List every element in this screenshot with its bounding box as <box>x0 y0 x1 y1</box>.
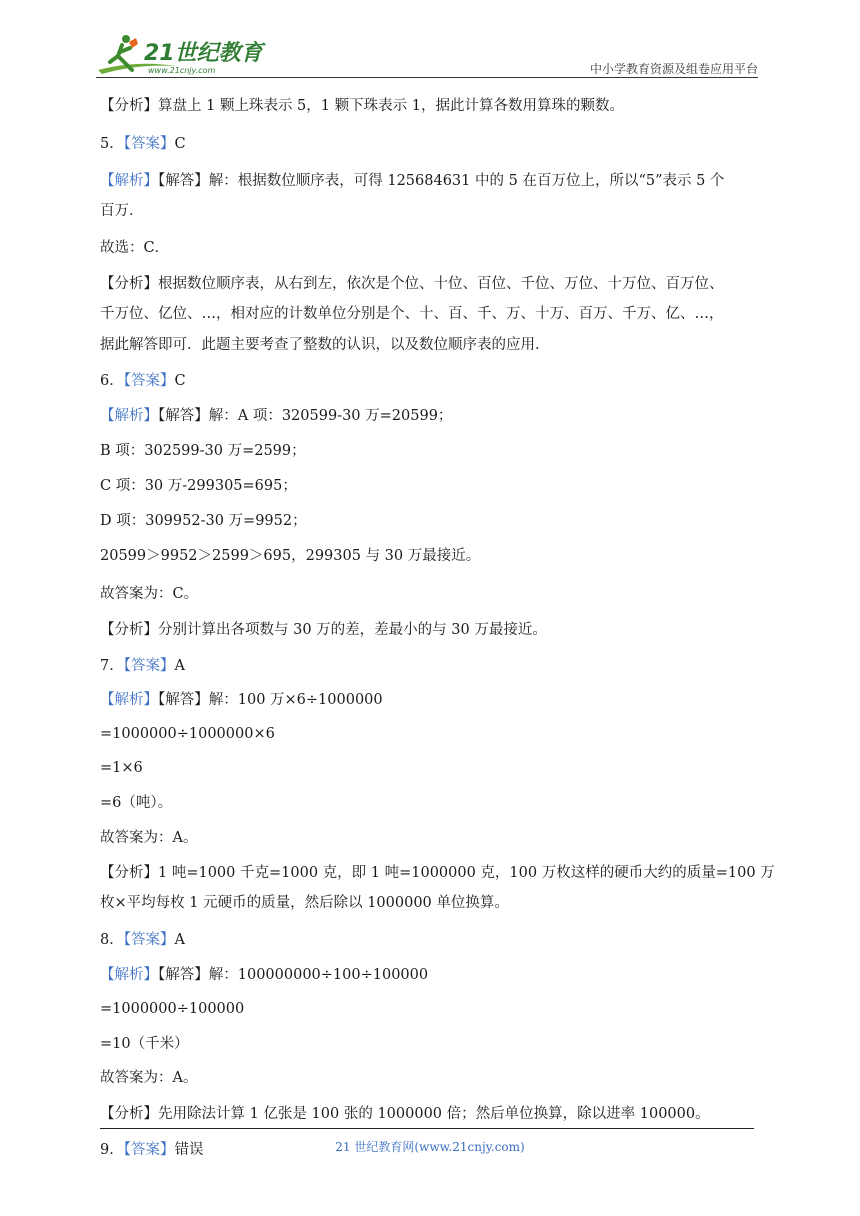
text-line <box>100 893 509 913</box>
header-rule <box>96 77 758 78</box>
text-line <box>100 930 185 950</box>
label-tag: 【答案】 <box>123 373 175 389</box>
logo-21cnjy <box>96 30 266 78</box>
text-line <box>100 511 307 531</box>
text-span: C <box>174 373 186 389</box>
text-span: 8． <box>100 932 124 948</box>
page-header <box>96 30 758 78</box>
text-span: 6． <box>100 373 124 389</box>
text-line <box>100 863 775 883</box>
text-span: 据此解答即可．此题主要考查了整数的认识，以及数位顺序表的应用． <box>100 337 550 353</box>
text-line <box>100 656 185 676</box>
logo-text: 21世纪教育 <box>144 41 263 66</box>
text-line <box>100 1034 189 1054</box>
text-span: 【解答】解：100000000÷100÷100000 <box>158 967 429 983</box>
text-line <box>100 724 275 744</box>
text-line <box>100 1104 710 1124</box>
text-span: 【分析】1 吨=1000 千克=1000 克，即 1 吨=1000000 克，100 万枚这样的硬币大约的质量=100 万 <box>100 865 775 881</box>
text-line <box>100 965 428 985</box>
text-line <box>100 371 186 391</box>
text-span: 【解答】解：100 万×6÷1000000 <box>158 692 383 708</box>
footer-text: 21 世纪教育网(www.21cnjy.com) <box>335 1140 525 1154</box>
text-span: 【分析】分别计算出各项数与 30 万的差，差最小的与 30 万最接近。 <box>100 622 547 638</box>
label-tag: 【解析】 <box>100 692 158 708</box>
text-span: =1×6 <box>100 760 143 776</box>
text-span: =1000000÷1000000×6 <box>100 726 275 742</box>
text-line <box>100 620 547 640</box>
text-span: 20599＞9952＞2599＞695，299305 与 30 万最接近。 <box>100 548 481 564</box>
footer-rule <box>100 1128 754 1129</box>
text-span: D 项：309952-30 万=9952； <box>100 513 307 529</box>
text-line <box>100 828 197 848</box>
label-tag: 【答案】 <box>123 932 175 948</box>
text-span: 故答案为：A。 <box>100 830 198 846</box>
text-span: 千万位、亿位、…，相对应的计数单位分别是个、十、百、千、万、十万、百万、千万、亿、…， <box>100 306 724 322</box>
platform-title: 中小学教育资源及组卷应用平台 <box>589 62 758 76</box>
text-span: =6（吨）。 <box>100 795 173 811</box>
text-line <box>100 476 297 496</box>
text-span: 故选：C． <box>100 240 170 256</box>
text-line <box>100 201 144 221</box>
text-span: C <box>174 136 186 152</box>
text-span: C 项：30 万-299305=695； <box>100 478 297 494</box>
text-span: B 项：302599-30 万=2599； <box>100 443 306 459</box>
label-tag: 【解析】 <box>100 408 158 424</box>
text-span: 5． <box>100 136 124 152</box>
text-span: 错误 <box>174 1142 204 1158</box>
text-span: 故答案为：A。 <box>100 1070 198 1086</box>
logo-url: www.21cnjy.com <box>148 66 216 75</box>
text-line <box>100 406 452 426</box>
text-span: A <box>174 658 185 674</box>
label-tag: 【解析】 <box>100 967 158 983</box>
text-line <box>100 793 172 813</box>
text-line <box>100 584 198 604</box>
text-span: 枚×平均每枚 1 元硬币的质量，然后除以 1000000 单位换算。 <box>100 895 509 911</box>
text-line <box>100 134 186 154</box>
text-span: 【分析】根据数位顺序表，从右到左，依次是个位、十位、百位、千位、万位、十万位、百万位、 <box>100 276 724 292</box>
text-span: 9． <box>100 1142 124 1158</box>
text-line <box>100 96 624 116</box>
text-span: A <box>174 932 185 948</box>
text-line <box>100 1068 197 1088</box>
label-tag: 【答案】 <box>123 658 175 674</box>
text-line <box>100 999 244 1019</box>
text-line <box>100 274 724 294</box>
text-span: 百万． <box>100 203 144 219</box>
text-line <box>100 441 306 461</box>
label-tag: 【解析】 <box>100 173 158 189</box>
text-line <box>100 304 724 324</box>
text-line <box>100 546 480 566</box>
text-span: =10（千米） <box>100 1036 189 1052</box>
text-line <box>100 171 724 191</box>
text-line <box>100 335 550 355</box>
text-span: 故答案为：C。 <box>100 586 199 602</box>
text-line <box>100 758 143 778</box>
text-span: 【分析】算盘上 1 颗上珠表示 5，1 颗下珠表示 1，据此计算各数用算珠的颗数。 <box>100 98 624 114</box>
label-tag: 【答案】 <box>123 1142 175 1158</box>
text-span: 【解答】解：A 项：320599-30 万=20599； <box>158 408 453 424</box>
text-line <box>100 690 383 710</box>
text-span: 【分析】先用除法计算 1 亿张是 100 张的 1000000 倍；然后单位换算，除以进率 100000。 <box>100 1106 710 1122</box>
text-span: =1000000÷100000 <box>100 1001 245 1017</box>
text-line <box>100 238 169 258</box>
text-span: 【解答】解：根据数位顺序表，可得 125684631 中的 5 在百万位上，所以“5”表示 5 个 <box>158 173 725 189</box>
text-span: 7． <box>100 658 124 674</box>
label-tag: 【答案】 <box>123 136 175 152</box>
